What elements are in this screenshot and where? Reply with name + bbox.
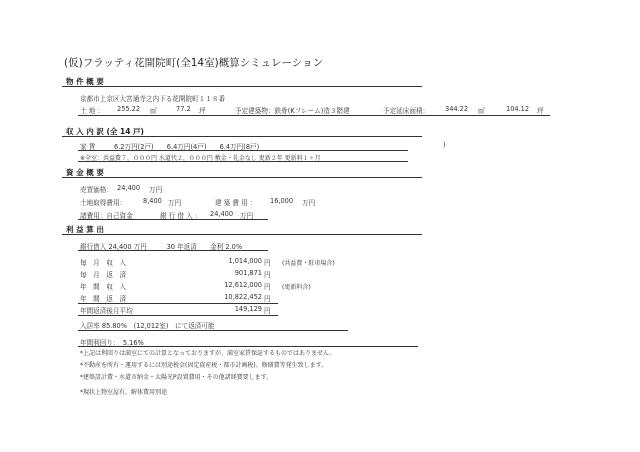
note-item: *建築設計費・水道市納金・太陽光P設置費用・その他諸経費要します。 [80, 374, 273, 381]
monthly-average-rule [78, 315, 278, 316]
land-cost-label: 土地取得費用： [80, 199, 127, 207]
profit-row-label: 毎 月 収 入 [80, 259, 127, 267]
profit-row-value: 901,871 [234, 269, 262, 277]
profit-rows-rule [78, 303, 278, 304]
income-heading: 収 入 内 訳 (全 14 戸) [66, 127, 144, 136]
occupancy-rate: 入居率 85.80% (12,012室) にて返済可能 [80, 322, 215, 330]
income-heading-rule [62, 136, 422, 137]
funds-heading: 資 金 概 要 [66, 168, 104, 177]
planned-building: 予定建築物：鉄骨(Kフレーム)造３階建 [235, 107, 350, 115]
rent-label: 家 賃 [80, 143, 96, 151]
note-item: *上記は利回りは満室にての計算となっておりますが、満室家賃保証するものではありません。 [80, 350, 336, 357]
note-item: *現状上物室屋有、解体費用別途 [80, 389, 168, 396]
land-label: 土 地 ： [80, 107, 104, 115]
note-item: *不動産を所有・運用するには別途税金(固定資産税・都市計画税)、修繕費等発生致します。 [80, 362, 328, 369]
profit-row-unit: 円 [264, 271, 271, 279]
build-cost-unit: 万円 [302, 199, 316, 207]
floor-tsubo: 104.12 [506, 105, 530, 113]
loan-value: 24,400 [210, 210, 234, 218]
land-tsubo: 77.2 [176, 105, 191, 113]
loan-label: 銀 行 借 入 ： [160, 212, 202, 220]
profit-row-label: 年間返済後月平均 [80, 307, 133, 315]
land-m2-unit: ㎡ [150, 107, 157, 115]
sale-unit: 万円 [149, 186, 163, 194]
loan-unit: 万円 [240, 212, 254, 220]
funds-heading-rule [62, 177, 422, 178]
property-heading-rule [62, 86, 422, 87]
profit-heading: 利 益 算 出 [66, 225, 104, 234]
floor-m2-unit: ㎡ [478, 107, 485, 115]
floor-m2: 344.22 [445, 105, 469, 113]
profit-row-note: (共益費・駐車場含) [282, 260, 335, 267]
profit-row-value: 1,014,000 [228, 257, 262, 265]
income-note: ※全室：共益費７，０００円 水道代２，０００円 敷金・礼金なし 更新２年 更新料１ヶ月 [80, 155, 321, 162]
profit-heading-rule [62, 234, 422, 235]
profit-row-label: 年 間 返 済 [80, 295, 127, 303]
rent-rule [78, 150, 408, 151]
occupancy-rule [78, 330, 348, 331]
profit-row-unit: 円 [264, 283, 271, 291]
property-heading: 物 件 概 要 [66, 77, 104, 86]
annual-yield-rule [78, 346, 418, 347]
land-cost-unit: 万円 [168, 199, 182, 207]
build-cost-label: 建 築 費 用 ： [215, 199, 257, 207]
planned-floor-label: 予定延床面積： [383, 107, 430, 115]
funds-rule [78, 219, 268, 220]
misc-label: 諸費用：自己資金 [80, 212, 133, 220]
profit-row-label: 年 間 収 入 [80, 283, 127, 291]
profit-row-unit: 円 [264, 259, 271, 267]
profit-row-value: 10,822,452 [224, 293, 262, 301]
profit-row-value: 12,612,000 [224, 281, 262, 289]
page-title: (仮)フラッティ花開院町(全14室)概算シミュレーション [64, 57, 324, 69]
sale-value: 24,400 [117, 184, 141, 192]
profit-row-label: 毎 月 返 済 [80, 271, 127, 279]
land-tsubo-unit: 坪 [199, 107, 206, 115]
profit-row-note: (更新料含) [282, 284, 311, 291]
land-cost-value: 8,400 [143, 197, 162, 205]
property-row-rule [78, 115, 550, 116]
bank-loan-rule [78, 250, 268, 251]
build-cost-value: 16,000 [270, 197, 294, 205]
rent-paren: ) [443, 141, 446, 149]
floor-tsubo-unit: 坪 [537, 107, 544, 115]
bank-loan-summary: 銀行借入 24,400 万円 30 年返済 金利 2.0% [80, 243, 243, 251]
land-m2: 255.22 [117, 105, 141, 113]
profit-row-value: 149,129 [234, 305, 262, 313]
sale-label: 売買価格： [80, 186, 113, 194]
annual-yield: 年間利回り： 5.16% [80, 339, 144, 347]
property-address: 京都市上京区大宮通寺之内下る花開院町１１８番 [80, 95, 226, 103]
income-note-rule [78, 161, 408, 162]
profit-row-unit: 円 [264, 307, 271, 315]
rent-values: 6.2万円(2戸) 6.4万円(4戸) 6.4万円(8戸) [114, 143, 260, 151]
profit-row-unit: 円 [264, 295, 271, 303]
